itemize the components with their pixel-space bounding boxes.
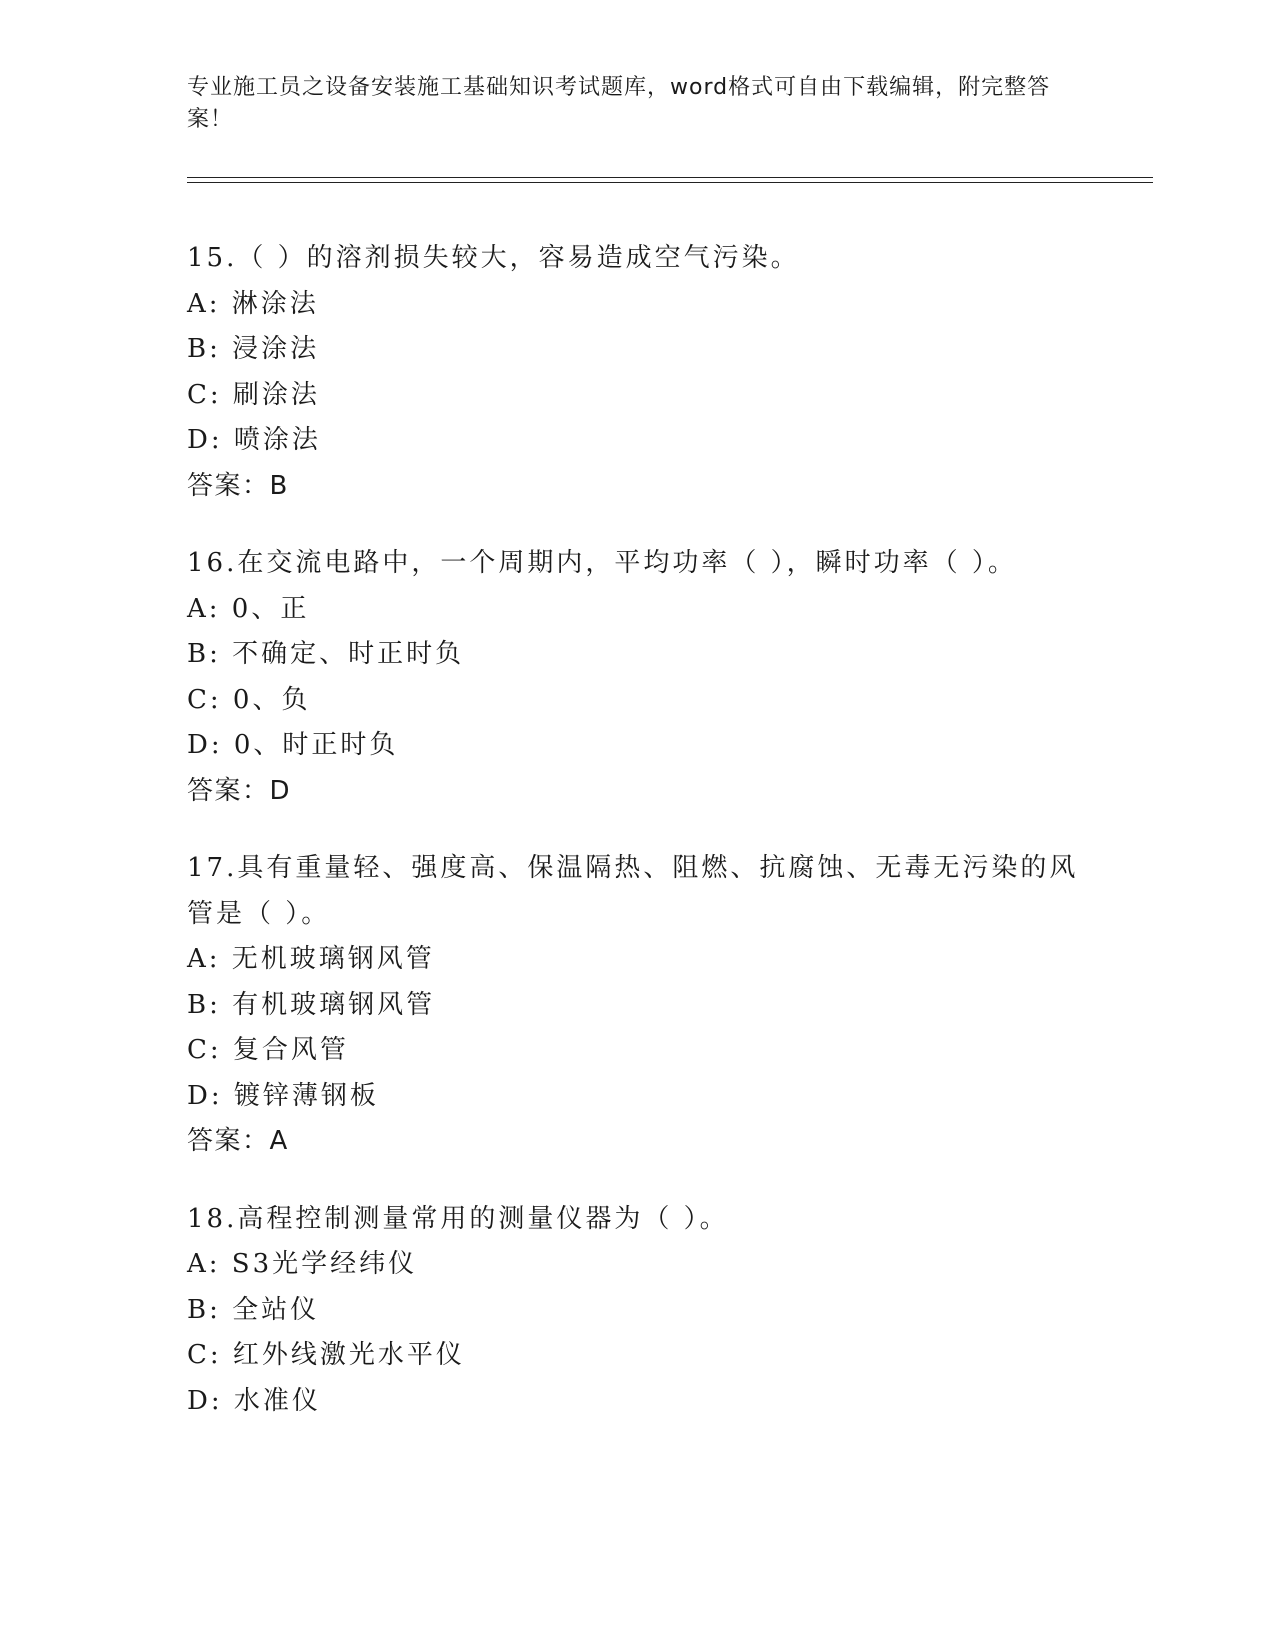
question-stem: 16.在交流电路中，一个周期内，平均功率（ ），瞬时功率（ ）。: [187, 548, 1017, 578]
option-d: D: 喷涂法: [187, 425, 321, 455]
option-c: C: 0、负: [187, 684, 311, 715]
option-c: C: 复合风管: [187, 1035, 349, 1065]
option-a: A: S3光学经纬仪: [187, 1249, 418, 1279]
option-b: B: 不确定、时正时负: [187, 639, 465, 669]
question-stem: 18.高程控制测量常用的测量仪器为（ ）。: [187, 1203, 729, 1234]
option-d: D: 镀锌薄钢板: [187, 1080, 379, 1111]
option-a: A: 无机玻璃钢风管: [187, 944, 435, 974]
question-15: [187, 236, 1087, 509]
option-b: B: 有机玻璃钢风管: [187, 989, 436, 1020]
option-a: A: 0、正: [187, 593, 310, 624]
question-stem: 15.（ ）的溶剂损失较大，容易造成空气污染。: [187, 243, 800, 273]
question-list: [187, 236, 1087, 1456]
option-d: D: 0、时正时负: [187, 730, 399, 760]
option-b: B: 全站仪: [187, 1294, 320, 1325]
option-a: A: 淋涂法: [187, 288, 319, 319]
answer-line: 答案：D: [187, 775, 292, 806]
option-c: C: 红外线激光水平仪: [187, 1340, 465, 1370]
question-17: [187, 846, 1087, 1165]
question-stem: 17.具有重量轻、强度高、保温隔热、阻燃、抗腐蚀、无毒无污染的风管是（ ）。: [187, 853, 1079, 929]
option-c: C: 刷涂法: [187, 379, 320, 410]
document-header: 专业施工员之设备安装施工基础知识考试题库，word格式可自由下载编辑，附完整答案！: [187, 75, 1051, 132]
header-divider-bottom: [187, 182, 1153, 183]
option-d: D: 水准仪: [187, 1385, 321, 1416]
answer-line: 答案：A: [187, 1126, 289, 1156]
answer-line: 答案：B: [187, 470, 289, 501]
header-divider-top: [187, 177, 1153, 178]
question-16: [187, 541, 1087, 814]
option-b: B: 浸涂法: [187, 334, 320, 364]
question-18: [187, 1197, 1087, 1425]
